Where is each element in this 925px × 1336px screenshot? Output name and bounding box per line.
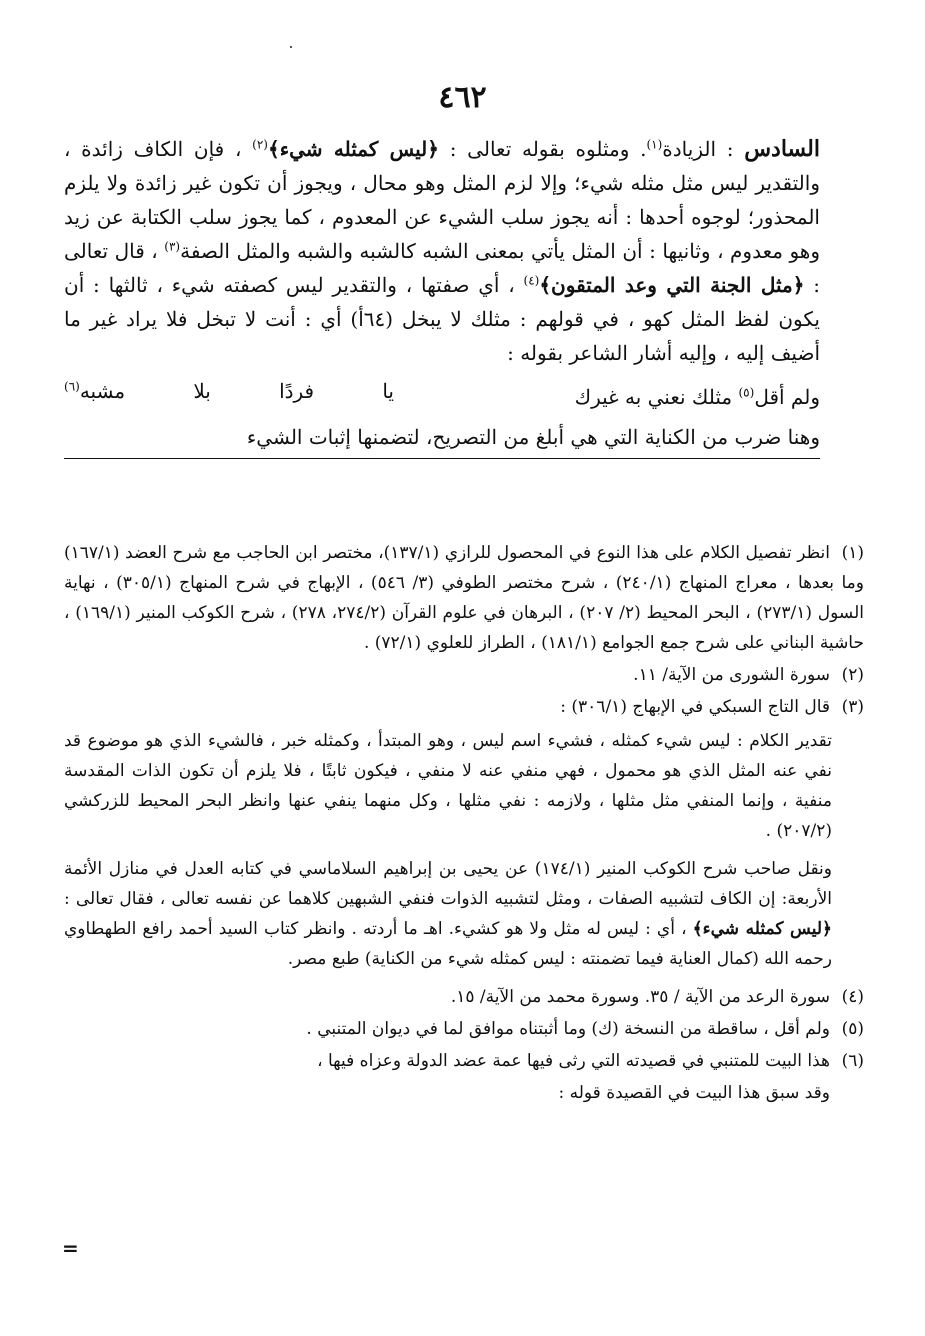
footnote-ref: (١): [646, 137, 663, 152]
section-heading: السادس: [744, 136, 820, 162]
quran-quote: ﴿ليس كمثله شيء﴾: [267, 137, 439, 161]
footnote-2: (٢)سورة الشورى من الآية/ ١١.: [633, 665, 864, 685]
footnote-6-continuation: وقد سبق هذا البيت في القصيدة قوله :: [558, 1083, 830, 1103]
footnote-ref: (٤): [523, 273, 540, 288]
footnote-ref: (٣): [164, 239, 181, 254]
quote-paragraph: ونقل صاحب شرح الكوكب المنير (١٧٤/١) عن يحيى بن إبراهيم السلاماسي في كتابه العدل في منازل الأئمة الأربعة: إن الكاف لتشبيه الصفات ، ومثل لتشبيه الذوات فنفي الشبهين كلاهما عن نفسه تعالى ، فقال تعالى : ﴿ليس كمثله شيء﴾ ، أي : ليس له مثل ولا هو كشيء. اهـ ما أردته . وانظر كتاب السيد أحمد رافع الطهطاوي رحمه الله (كمال العناية فيما تضمنته : ليس كمثله شيء من الكناية) طبع مصر.: [64, 859, 832, 969]
footnote-1: (١)انظر تفصيل الكلام على هذا النوع في المحصول للرازي (١٣٧/١)، مختصر ابن الحاجب مع شرح العضد (١٦٧/١) وما بعدها ، معراج المنهاج (٢٤٠/١) ، شرح مختصر الطوفي (٣/ ٥٤٦) ، الإبهاج في شرح المنهاج (٣٠٥/١) ، نهاية السول (٢٧٣/١) ، البحر المحيط (٢/ ٢٠٧) ، البرهان في علوم القرآن (٢٧٤/٢، ٢٧٨) ، شرح الكوكب المنير (١٦٩/١) ، حاشية البناني على شرح جمع الجوامع (١٨١/١) ، الطراز للعلوي (٧٢/١) .: [64, 543, 864, 653]
quote-paragraph: تقدير الكلام : ليس شيء كمثله ، فشيء اسم ليس ، وهو المبتدأ ، وكمثله خبر ، فالشيء الذي هو موضوع قد نفي عنه المثل الذي هو محمول ، فهي منفي عنه لا منفي ، فيكون ثابتًا ، فلا يلزم أن تكون الذات المقدسة منفية ، وإنما المنفي مثل مثلها ، ولازمه : نفي مثلها ، وكل منهما ينفي عنها وانظر البحر المحيط للزركشي (٢٠٧/٢) .: [64, 731, 832, 841]
footnote-3: (٣)قال التاج السبكي في الإبهاج (٣٠٦/١) :: [560, 697, 864, 717]
paragraph-sixth-type: السادس : الزيادة$^{(١)}$. ومثلوه بقوله تعالى : ﴿ليس كمثله شيء﴾$^{(٢)}$ ، فإن الكاف زائدة ، والتقدير ليس مثل مثله شيء؛ وإلا لزم المثل وهو محال ، ويجوز أن تكون غير زائدة ولا يلزم المحذور؛ لوجوه أحدها : أنه يجوز سلب الشيء عن المعدوم ، كما يجوز سلب الكتابة عن زيد وهو معدوم ، وثانيها : أن المثل يأتي بمعنى الشبه كالشبه والشبه والمثل الصفة$^{(٣)}$ ، قال تعالى : ﴿مثل الجنة التي وعد المتقون﴾$^{(٤)}$ ، أي صفتها ، والتقدير ليس كصفته شيء ، ثالثها : أن يكون لفظ المثل كهو ، في قولهم : مثلك لا يبخل (٦٤أ) أي : أنت لا تبخل فلا يراد غير ما أضيف إليه ، وإليه أشار الشاعر بقوله :: [64, 136, 820, 365]
footnote-3-quote: [64, 726, 832, 974]
poetry-verse: [64, 374, 820, 420]
footnote-ref: (٦): [64, 379, 80, 394]
page-number: ٤٦٢: [438, 80, 487, 115]
verse-second-hemistich: يا فردًا بلا مشبه$^{(٦)}$: [64, 379, 394, 403]
continuation-mark: =: [62, 1236, 79, 1260]
footnote-6: (٦)هذا البيت للمتنبي في قصيدته التي رثى فيها عمة عضد الدولة وعزاه فيها ،: [317, 1051, 864, 1071]
quran-quote: ﴿ليس كمثله شيء﴾: [692, 919, 832, 939]
footnote-ref: (٥): [738, 385, 755, 400]
footnote-5: (٥)ولم أقل ، ساقطة من النسخة (ك) وما أثبتناه موافق لما في ديوان المتنبي .: [306, 1019, 864, 1039]
verse-first-hemistich: ولم أقل$^{(٥)}$ مثلك نعني به غيرك: [574, 385, 820, 409]
quran-quote: ﴿مثل الجنة التي وعد المتقون﴾: [539, 273, 805, 297]
scan-speck: [290, 46, 292, 48]
paragraph-continuation: وهنا ضرب من الكناية التي هي أبلغ من التصريح، لتضمنها إثبات الشيء: [64, 420, 820, 459]
footnote-ref: (٢): [252, 137, 268, 152]
main-text: [64, 132, 820, 459]
footnote-4: (٤)سورة الرعد من الآية / ٣٥. وسورة محمد من الآية/ ١٥.: [450, 987, 864, 1007]
footnotes: [64, 538, 864, 1110]
